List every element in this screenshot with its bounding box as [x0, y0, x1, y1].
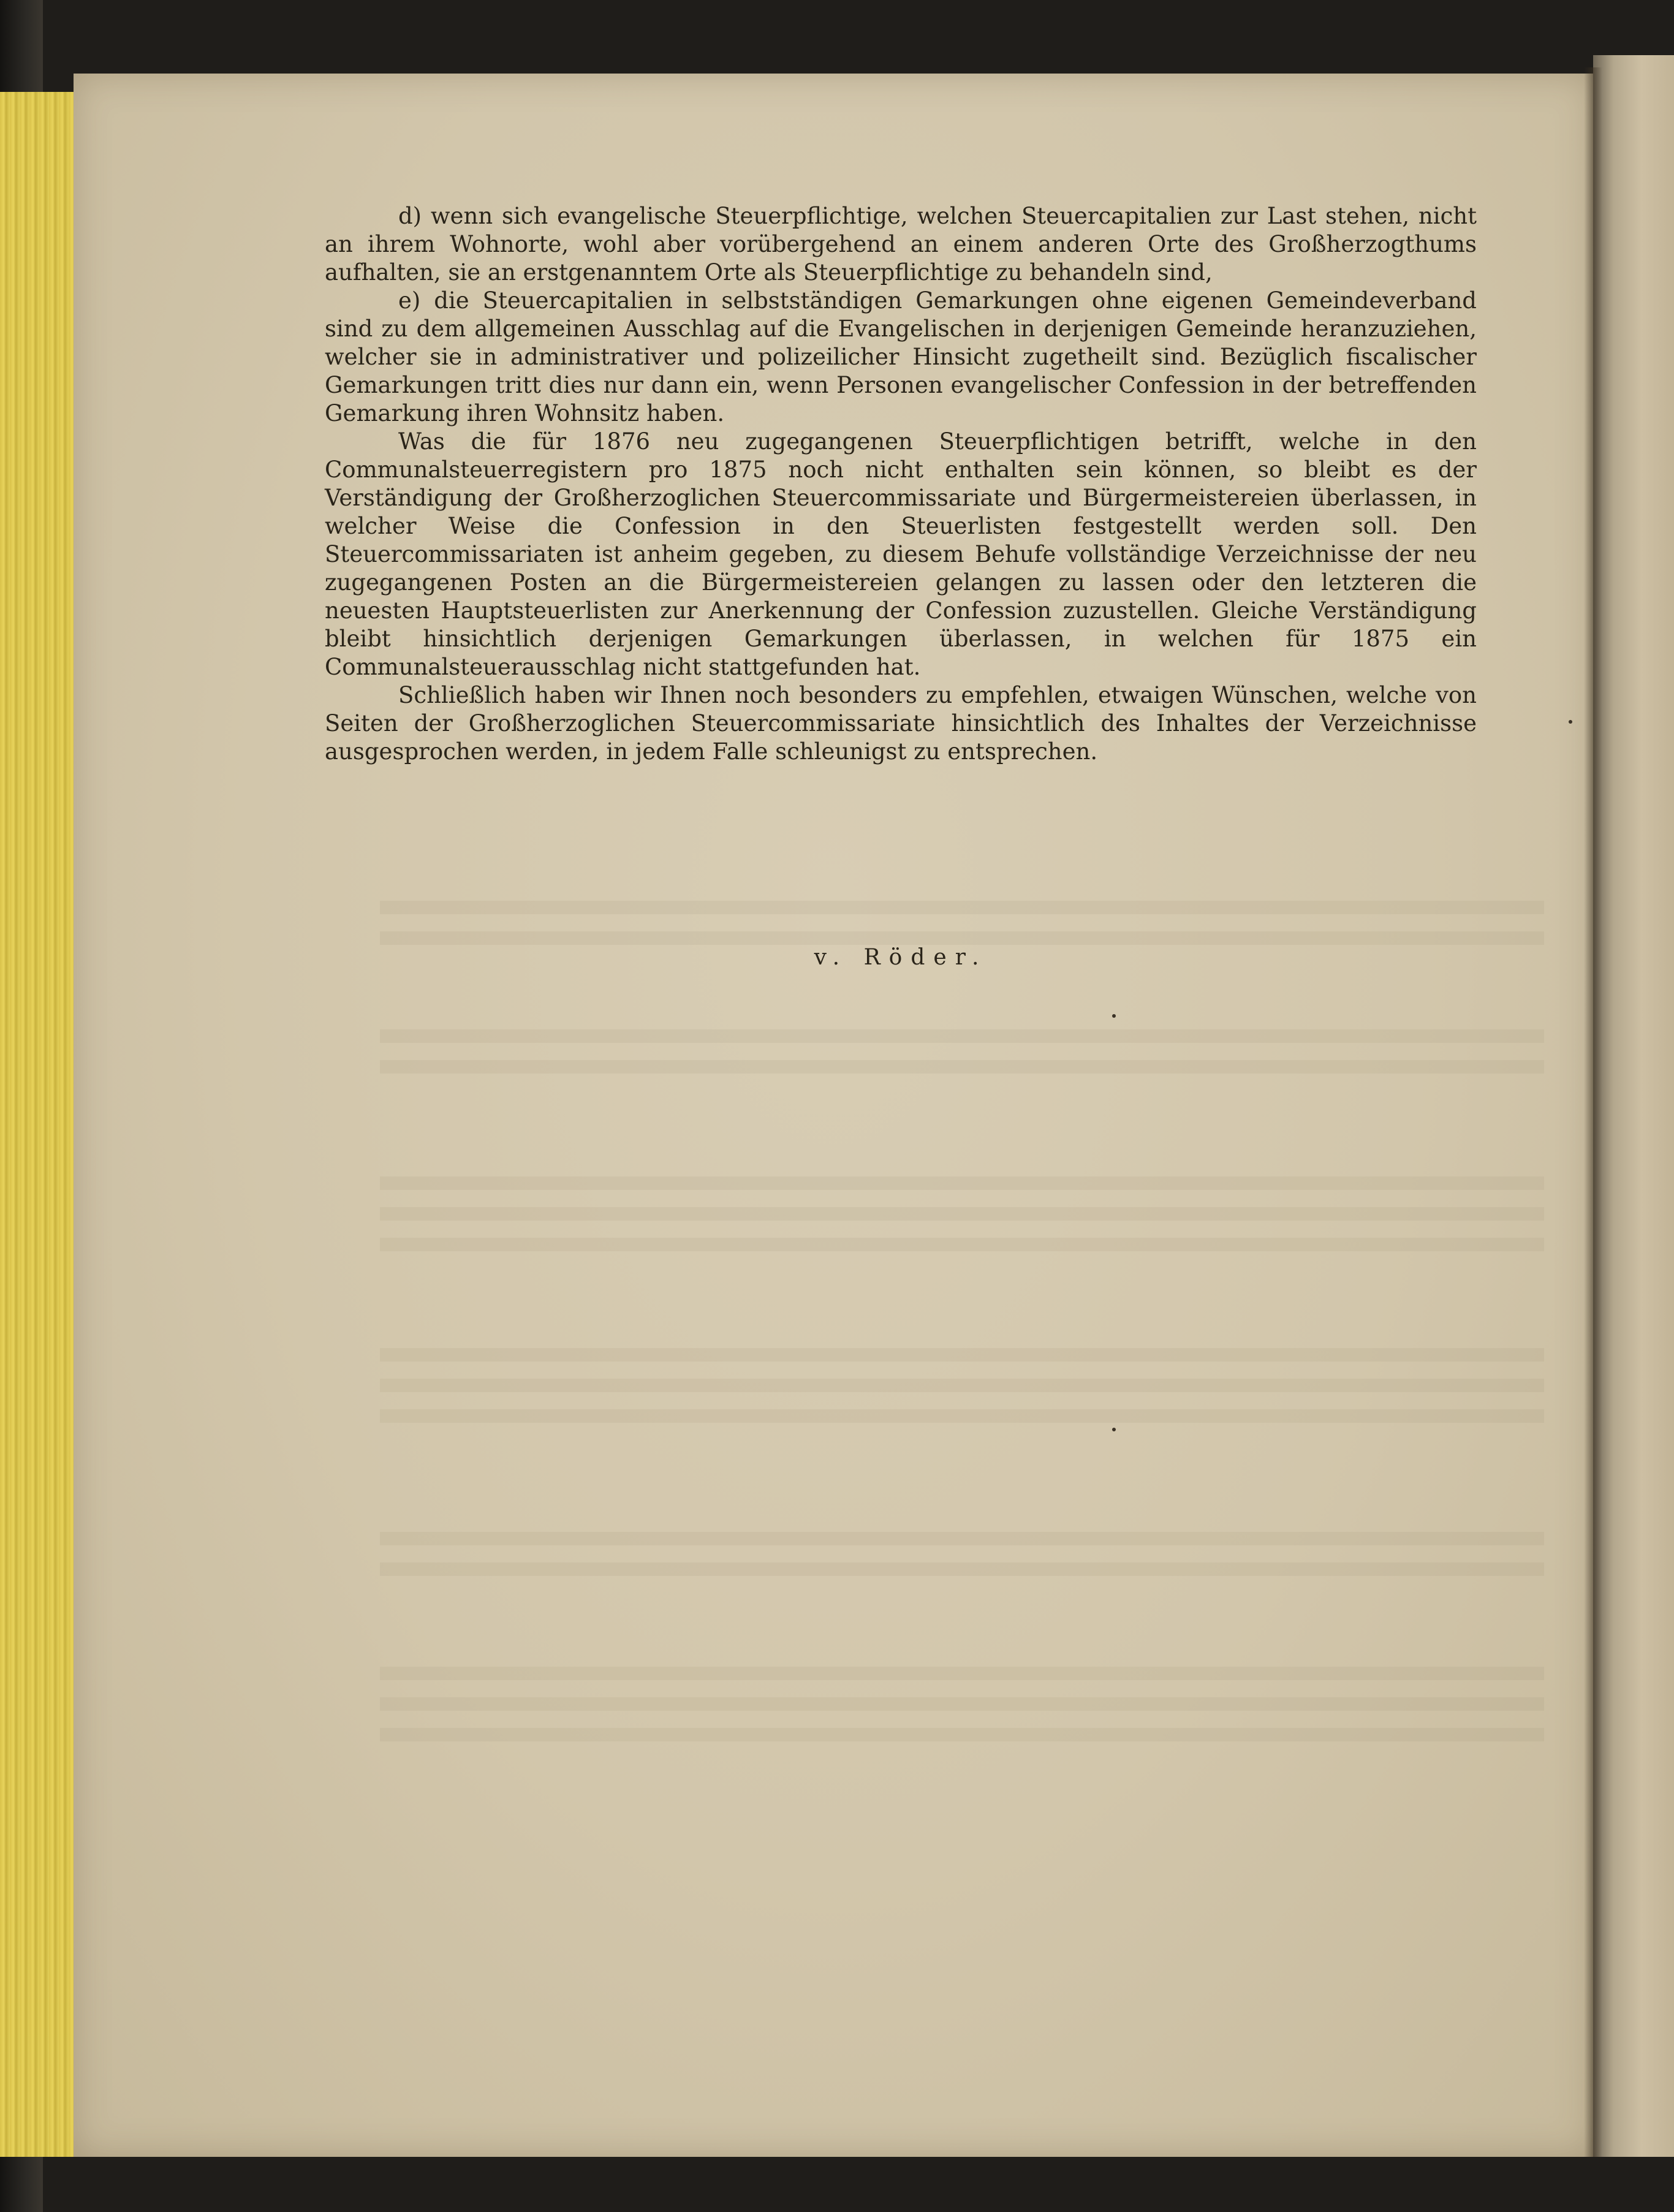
facing-page-edge [1593, 55, 1674, 2157]
ink-speck [1112, 1014, 1116, 1018]
paragraph-e: e) die Steuercapitalien in selbstständigen Gemarkungen ohne eigenen Gemeindeverband sind zu dem allgemeinen Ausschlag auf die Evangelischen in derjenigen Gemeinde heranzuziehen, welcher sie in administrativer und polizeilicher Hinsicht zugetheilt sind. Bezüglich fiscalischer Gemarkungen tritt dies nur dann ein, wenn Personen evangelischer Confession in der betreffenden Gemarkung ihren Wohnsitz haben. [325, 287, 1477, 426]
signature: v. Röder. [814, 945, 988, 970]
ink-speck [1112, 1428, 1116, 1431]
document-body [325, 202, 1477, 970]
paragraph-closing: Schließlich haben wir Ihnen noch besonders zu empfehlen, etwaigen Wünschen, welche von Seiten der Großherzoglichen Steuercommissariate hinsichtlich des Inhaltes der Verzeichnisse ausgesprochen werden, in jedem Falle schleunigst zu entsprechen. [325, 682, 1477, 765]
paragraph-d: d) wenn sich evangelische Steuerpflichtige, welchen Steuercapitalien zur Last stehen, nicht an ihrem Wohnorte, wohl aber vorübergehend an einem anderen Orte des Großherzogthums aufhalten, sie an erstgenanntem Orte als Steuerpflichtige zu behandeln sind, [325, 203, 1477, 286]
paragraph-new-taxpayers: Was die für 1876 neu zugegangenen Steuerpflichtigen betrifft, welche in den Communalsteuerregistern pro 1875 noch nicht enthalten sein können, so bleibt es der Verständigung der Großherzoglichen Steuercommissariate und Bürgermeistereien überlassen, in welcher Weise die Confession in den Steuerlisten festgestellt werden soll. Den Steuercommissariaten ist anheim gegeben, zu diesem Behufe vollständige Verzeichnisse der neu zugegangenen Posten an die Bürgermeistereien gelangen zu lassen oder den letzteren die neuesten Hauptsteuerlisten zur Anerkennung der Confession zuzustellen. Gleiche Verständigung bleibt hinsichtlich derjenigen Gemarkungen überlassen, in welchen für 1875 ein Communalsteuerausschlag nicht stattgefunden hat. [325, 428, 1477, 680]
gutter-shadow [1584, 67, 1602, 2157]
ink-speck [1569, 720, 1572, 724]
